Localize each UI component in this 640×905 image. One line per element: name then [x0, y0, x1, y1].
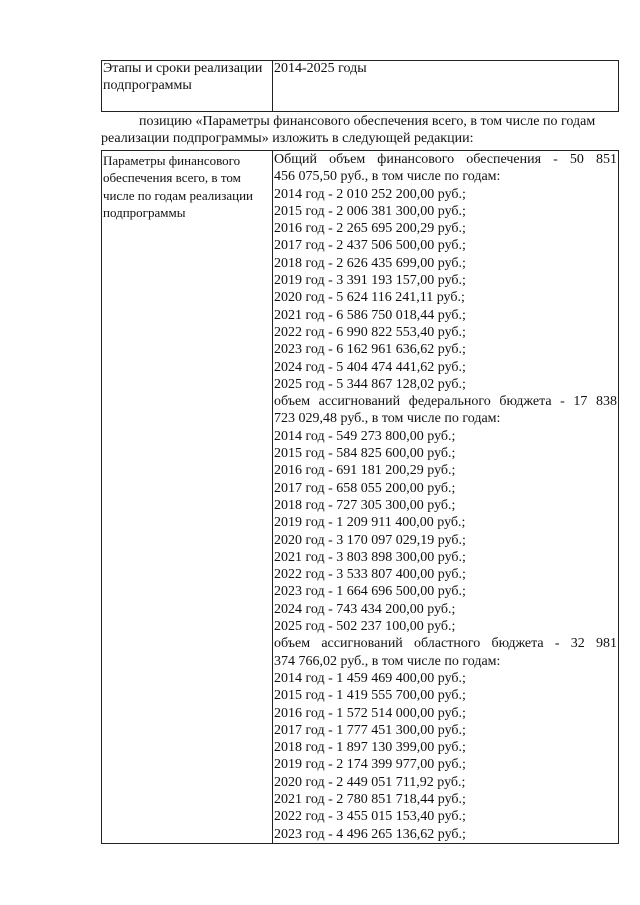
- funding-line: 2022 год - 3 455 015 153,40 руб.;: [274, 809, 466, 825]
- funding-line: 2017 год - 1 777 451 300,00 руб.;: [274, 722, 466, 738]
- table-row: [102, 61, 619, 112]
- funding-line: 2014 год - 1 459 469 400,00 руб.;: [274, 670, 466, 686]
- funding-line: 2020 год - 5 624 116 241,11 руб.;: [274, 290, 465, 306]
- funding-line: 2024 год - 743 434 200,00 руб.;: [274, 601, 456, 617]
- funding-line: 2019 год - 1 209 911 400,00 руб.;: [274, 515, 466, 531]
- funding-line: 2020 год - 3 170 097 029,19 руб.;: [274, 532, 466, 548]
- funding-line: 2025 год - 502 237 100,00 руб.;: [274, 619, 456, 635]
- funding-line: 2025 год - 5 344 867 128,02 руб.;: [274, 376, 466, 392]
- funding-line: 2016 год - 691 181 200,29 руб.;: [274, 463, 456, 479]
- funding-line: 2016 год - 2 265 695 200,29 руб.;: [274, 221, 466, 237]
- funding-line: 2019 год - 3 391 193 157,00 руб.;: [274, 273, 466, 289]
- funding-line: 2018 год - 727 305 300,00 руб.;: [274, 497, 456, 513]
- funding-line: 2017 год - 658 055 200,00 руб.;: [274, 480, 456, 496]
- funding-line: 2022 год - 3 533 807 400,00 руб.;: [274, 567, 466, 583]
- funding-table: [101, 150, 619, 844]
- funding-line: 2017 год - 2 437 506 500,00 руб.;: [274, 238, 466, 254]
- amendment-paragraph: [101, 114, 617, 147]
- funding-line: 2015 год - 2 006 381 300,00 руб.;: [274, 203, 466, 219]
- funding-line: 2014 год - 2 010 252 200,00 руб.;: [274, 186, 466, 202]
- funding-label: Параметры финансового обеспечения всего, в том числе по годам реализации подпрограммы: [102, 151, 273, 844]
- stages-value: 2014-2025 годы: [273, 61, 619, 112]
- funding-line: 2021 год - 3 803 898 300,00 руб.;: [274, 549, 466, 565]
- funding-line: 2015 год - 1 419 555 700,00 руб.;: [274, 688, 466, 704]
- funding-line: 723 029,48 руб., в том числе по годам:: [274, 411, 501, 427]
- funding-line: 2016 год - 1 572 514 000,00 руб.;: [274, 705, 466, 721]
- funding-line: объем ассигнований федерального бюджета - 17 838: [274, 394, 617, 410]
- funding-line: 2023 год - 1 664 696 500,00 руб.;: [274, 584, 466, 600]
- funding-line: 2019 год - 2 174 399 977,00 руб.;: [274, 757, 466, 773]
- stages-label: Этапы и сроки реализации подпрограммы: [102, 61, 273, 112]
- amendment-text: позицию «Параметры финансового обеспечения всего, в том числе по годам реализации подпрограммы» изложить в следующей редакции:: [101, 114, 596, 146]
- funding-line: Общий объем финансового обеспечения - 50 851: [274, 152, 617, 167]
- funding-line: 2018 год - 1 897 130 399,00 руб.;: [274, 740, 466, 756]
- funding-line: 2020 год - 2 449 051 711,92 руб.;: [274, 774, 466, 790]
- table-row: [102, 151, 619, 844]
- funding-line: 2014 год - 549 273 800,00 руб.;: [274, 428, 456, 444]
- stages-table: [101, 60, 619, 112]
- funding-line: 2024 год - 5 404 474 441,62 руб.;: [274, 359, 466, 375]
- funding-line: 2018 год - 2 626 435 699,00 руб.;: [274, 255, 466, 271]
- funding-line: объем ассигнований областного бюджета - 32 981: [274, 636, 617, 652]
- funding-line: 2023 год - 4 496 265 136,62 руб.;: [274, 826, 466, 842]
- funding-line: 374 766,02 руб., в том числе по годам:: [274, 653, 501, 669]
- funding-line: 2021 год - 2 780 851 718,44 руб.;: [274, 791, 466, 807]
- funding-line: 2022 год - 6 990 822 553,40 руб.;: [274, 324, 466, 340]
- funding-line: 2021 год - 6 586 750 018,44 руб.;: [274, 307, 466, 323]
- funding-line: 2023 год - 6 162 961 636,62 руб.;: [274, 342, 466, 358]
- funding-line: 456 075,50 руб., в том числе по годам:: [274, 169, 501, 185]
- funding-values: [273, 151, 619, 844]
- funding-line: 2015 год - 584 825 600,00 руб.;: [274, 446, 456, 462]
